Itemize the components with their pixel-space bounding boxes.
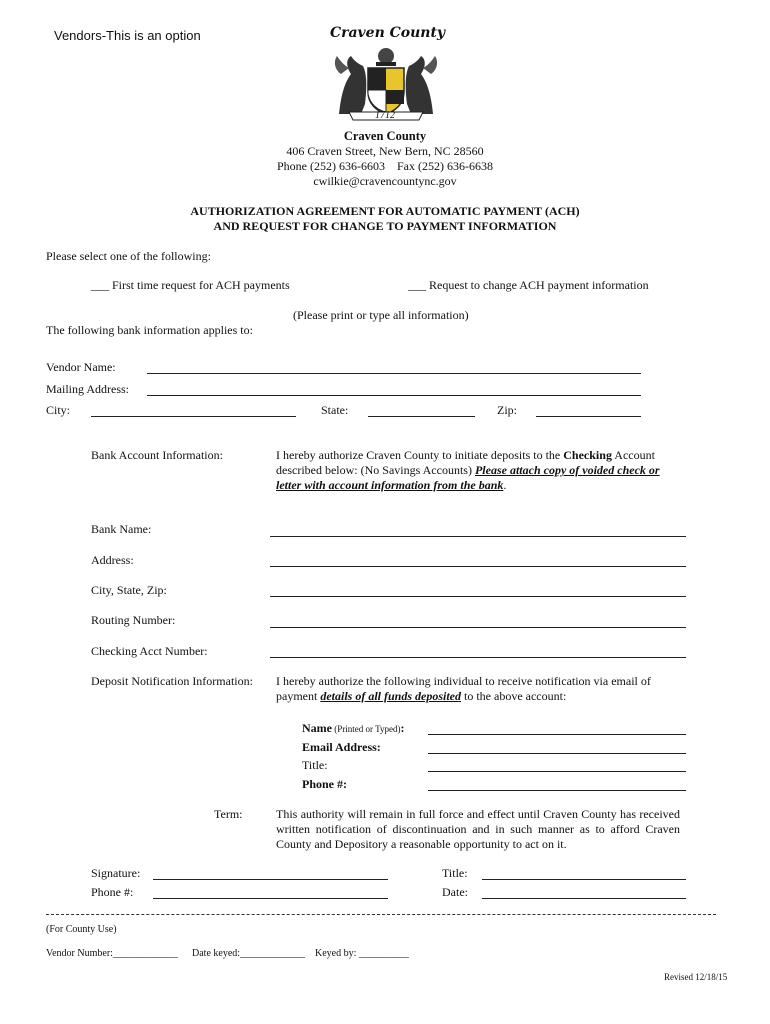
- signer-phone-field[interactable]: [153, 898, 388, 899]
- notify-email-field[interactable]: [428, 753, 686, 754]
- deposit-auth-pre: I hereby authorize the following individual to receive notification via email of payment: [276, 674, 651, 703]
- deposit-auth-bold: details of all funds deposited: [320, 689, 461, 703]
- deposit-section-label: Deposit Notification Information:: [91, 674, 253, 688]
- option-change-info[interactable]: ___ Request to change ACH payment information: [408, 278, 649, 292]
- revised-date: Revised 12/18/15: [664, 972, 728, 982]
- signature-label: Signature:: [91, 866, 141, 880]
- notify-title-field[interactable]: [428, 771, 686, 772]
- vendor-number-field[interactable]: Vendor Number:_____________: [46, 948, 178, 959]
- notify-email-label: Email Address:: [302, 740, 381, 754]
- bank-address-field[interactable]: [270, 566, 686, 567]
- routing-number-label: Routing Number:: [91, 613, 176, 627]
- mailing-address-field[interactable]: [147, 395, 641, 396]
- state-field[interactable]: [368, 416, 475, 417]
- bank-auth-checking: Checking: [563, 448, 612, 462]
- bank-name-field[interactable]: [270, 536, 686, 537]
- form-title-line1: AUTHORIZATION AGREEMENT FOR AUTOMATIC PAYMENT (ACH): [190, 204, 580, 218]
- vendor-name-field[interactable]: [147, 373, 641, 374]
- vendor-option-note: Vendors-This is an option: [54, 28, 201, 43]
- bank-auth-mid: Account described below: (No Savings Accounts): [276, 448, 655, 477]
- notify-phone-field[interactable]: [428, 790, 686, 791]
- county-street: 406 Craven Street, New Bern, NC 28560: [286, 144, 484, 158]
- signer-date-field[interactable]: [482, 898, 686, 899]
- mailing-address-label: Mailing Address:: [46, 382, 129, 396]
- signer-phone-label: Phone #:: [91, 885, 134, 899]
- checking-acct-field[interactable]: [270, 657, 686, 658]
- bank-city-state-zip-label: City, State, Zip:: [91, 583, 167, 597]
- keyed-by-field[interactable]: Keyed by: __________: [315, 948, 409, 959]
- deposit-auth-end: to the above account:: [461, 689, 567, 703]
- bank-auth-attach: Please attach copy of voided check or letter with account information from the bank: [276, 463, 660, 492]
- signer-title-field[interactable]: [482, 879, 686, 880]
- bank-auth-end: .: [503, 478, 507, 492]
- notify-title-label: Title:: [302, 758, 328, 772]
- vendor-name-label: Vendor Name:: [46, 360, 116, 374]
- notify-name-text: Name: [302, 721, 332, 735]
- routing-number-field[interactable]: [270, 627, 686, 628]
- city-field[interactable]: [91, 416, 296, 417]
- county-use-divider: [46, 914, 716, 915]
- zip-field[interactable]: [536, 416, 641, 417]
- bank-city-state-zip-field[interactable]: [270, 596, 686, 597]
- form-title-line2: AND REQUEST FOR CHANGE TO PAYMENT INFORMATION: [213, 219, 557, 233]
- option-first-time[interactable]: ___ First time request for ACH payments: [91, 278, 290, 292]
- county-wordmark: Craven County: [329, 25, 446, 41]
- notify-name-colon: :: [400, 721, 405, 735]
- seal-year: 1712: [375, 110, 395, 121]
- term-text: This authority will remain in full force and effect until Craven County has received written notification of discontinuation and in such manner as to afford Craven County and Depository a reasonable opportunity to act on it.: [276, 807, 680, 851]
- signer-title-label: Title:: [442, 866, 468, 880]
- applies-to-label: The following bank information applies to:: [46, 323, 253, 337]
- print-note: (Please print or type all information): [293, 308, 469, 322]
- signer-date-label: Date:: [442, 885, 468, 899]
- notify-name-field[interactable]: [428, 734, 686, 735]
- county-name: Craven County: [343, 129, 427, 143]
- date-keyed-field[interactable]: Date keyed:_____________: [192, 948, 306, 959]
- bank-address-label: Address:: [91, 553, 134, 567]
- notify-name-label: [302, 721, 404, 736]
- signature-field[interactable]: [153, 879, 388, 880]
- state-label: State:: [321, 403, 349, 417]
- checking-acct-label: Checking Acct Number:: [91, 644, 208, 658]
- county-phone-fax: Phone (252) 636-6603 Fax (252) 636-6638: [277, 159, 493, 173]
- notify-phone-label: Phone #:: [302, 777, 347, 791]
- county-use-label: (For County Use): [46, 924, 117, 935]
- bank-authorization-text: [276, 448, 684, 493]
- bank-section-label: Bank Account Information:: [91, 448, 223, 462]
- zip-label: Zip:: [497, 403, 517, 417]
- city-label: City:: [46, 403, 71, 417]
- notify-name-hint: (Printed or Typed): [332, 724, 401, 734]
- term-label: Term:: [214, 807, 243, 821]
- deposit-authorization-text: [276, 674, 684, 704]
- bank-name-label: Bank Name:: [91, 522, 152, 536]
- selection-prompt: Please select one of the following:: [46, 249, 211, 263]
- county-email: cwilkie@cravencountync.gov: [313, 174, 457, 188]
- bank-auth-pre: I hereby authorize Craven County to initiate deposits to the: [276, 448, 564, 462]
